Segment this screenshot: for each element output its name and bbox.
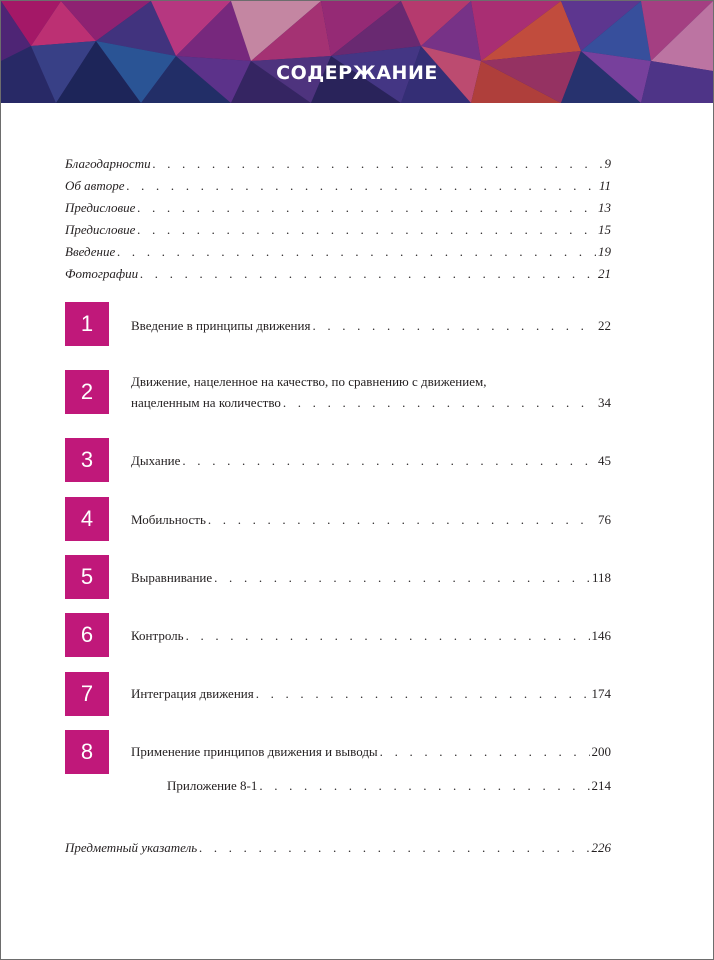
entry-title: Предисловие (65, 222, 136, 237)
chapter-title: Дыхание (131, 453, 181, 468)
dot-leader (117, 244, 596, 260)
chapter-page: 45 (598, 453, 611, 468)
polygon-pattern-image (1, 1, 713, 103)
back-matter-list (65, 834, 611, 856)
chapter-number-badge: 3 (65, 438, 109, 482)
dot-leader (137, 222, 596, 238)
chapter-page: 174 (591, 686, 611, 701)
entry-page: 13 (598, 200, 611, 215)
dot-leader (380, 744, 590, 760)
entry-title: Фотографии (65, 266, 139, 281)
chapter-title-line1: Движение, нацеленное на качество, по сравнению с движением, (131, 374, 487, 389)
chapter-page: 22 (598, 318, 611, 333)
entry-page: 9 (604, 156, 611, 171)
toc-entry[interactable] (65, 216, 611, 238)
chapter-title-line2: нацеленным на количество (131, 395, 281, 410)
chapter-title: Введение в принципы движения (131, 318, 311, 333)
dot-leader (140, 266, 596, 282)
chapter-number-badge: 2 (65, 370, 109, 414)
chapter-number-badge: 6 (65, 613, 109, 657)
dot-leader (208, 512, 596, 528)
chapter-title: Выравнивание (131, 570, 213, 585)
chapter-number-badge: 5 (65, 555, 109, 599)
toc-entry[interactable] (65, 194, 611, 216)
dot-leader (186, 628, 590, 644)
dot-leader (256, 686, 590, 702)
dot-leader (199, 840, 589, 856)
appendix-entry[interactable] (167, 778, 611, 794)
header-banner (1, 1, 713, 103)
front-matter-list (65, 150, 611, 282)
entry-title: Предисловие (65, 200, 136, 215)
entry-title: Введение (65, 244, 116, 259)
dot-leader (137, 200, 596, 216)
dot-leader (126, 178, 596, 194)
entry-page: 15 (598, 222, 611, 237)
toc-entry[interactable] (65, 238, 611, 260)
chapter-title: Мобильность (131, 512, 206, 527)
dot-leader (259, 778, 589, 794)
toc-entry[interactable] (65, 172, 611, 194)
entry-title: Об авторе (65, 178, 125, 193)
chapter-page: 118 (591, 570, 611, 585)
chapter-title: Контроль (131, 628, 184, 643)
entry-page: 226 (591, 840, 611, 855)
entry-page: 21 (598, 266, 611, 281)
chapter-title: Применение принципов движения и выводы (131, 744, 378, 759)
dot-leader (312, 318, 596, 334)
dot-leader (283, 395, 596, 411)
entry-page: 19 (598, 244, 611, 259)
page-title: СОДЕРЖАНИЕ (276, 62, 438, 84)
chapter-page: 200 (591, 744, 611, 759)
toc-entry[interactable] (65, 150, 611, 172)
toc-entry[interactable] (65, 260, 611, 282)
chapter-page: 146 (591, 628, 611, 643)
chapter-number-badge: 7 (65, 672, 109, 716)
toc-entry[interactable] (65, 834, 611, 856)
chapter-page: 76 (598, 512, 611, 527)
chapter-title: Интеграция движения (131, 686, 254, 701)
dot-leader (153, 156, 603, 172)
dot-leader (182, 453, 596, 469)
chapter-number-badge: 4 (65, 497, 109, 541)
entry-title: Благодарности (65, 156, 151, 171)
entry-title: Предметный указатель (65, 840, 198, 855)
appendix-title: Приложение 8-1 (167, 778, 258, 793)
chapter-number-badge: 8 (65, 730, 109, 774)
dot-leader (214, 570, 590, 586)
appendix-page: 214 (591, 778, 611, 793)
chapter-page: 34 (598, 395, 611, 410)
entry-page: 11 (598, 178, 611, 193)
chapter-number-badge: 1 (65, 302, 109, 346)
